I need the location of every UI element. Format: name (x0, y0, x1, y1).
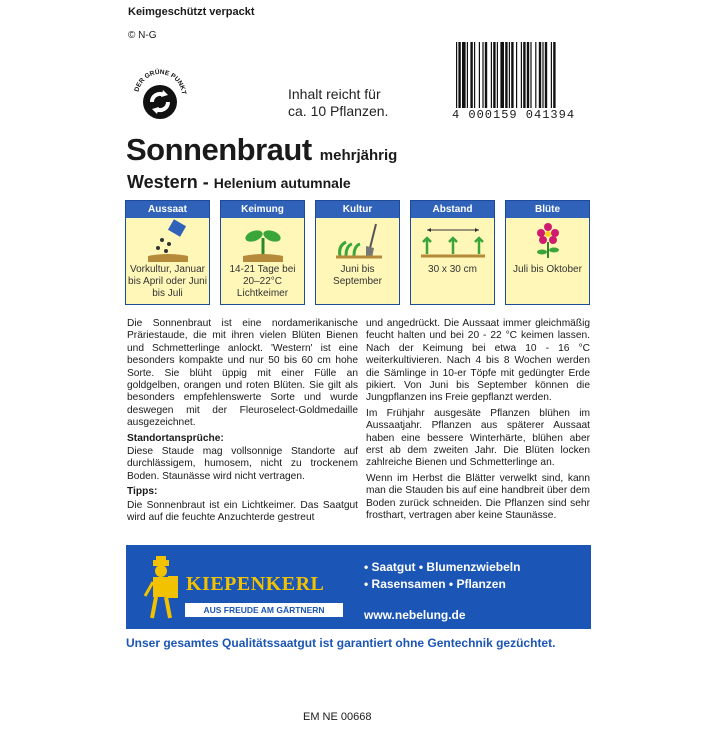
card-title: Kultur (316, 201, 399, 218)
logo-text: DER GRÜNE PUNKT (133, 68, 188, 96)
pruning-text: Wenn im Herbst die Blätter verwelkt sind, kann man die Stauden bis auf eine handbreit über dem Boden zurück schneiden. Die Pflanzen sind sehr frosthart, vertragen aber keine Staunässe. (366, 472, 590, 522)
card-title: Aussaat (126, 201, 209, 218)
card-text: Juli bis Oktober (513, 264, 582, 275)
brand-logo (136, 551, 336, 623)
card-keimung (220, 200, 305, 305)
card-title: Blüte (506, 201, 589, 218)
article-code: EM NE 00668 (303, 711, 372, 723)
product-name: Sonnenbraut (126, 132, 312, 167)
card-text: 14-21 Tage bei 20–22°C Lichtkeimer (229, 264, 296, 299)
sowing-text: und angedrückt. Die Aussaat immer gleichmäßig feucht halten und bei 20 - 22 °C keimen lassen. Nach der Keimung bei etwa 10 - 16 °C weiterkultivieren. Nach 4 bis 8 Wochen werden die Sämlinge in 10-er Töpfe mit gedüngter Erde pikiert. Von Juni bis September können die Jungpflanzen ins Freie gepflanzt werden. (366, 318, 590, 404)
standort-heading: Standortansprüche: (127, 432, 224, 444)
gruener-punkt-icon (128, 62, 192, 126)
product-range (364, 559, 520, 593)
spade-plants-icon (316, 218, 401, 262)
standort-text: Diese Staude mag vollsonnige Standorte auf durchlässigem, humosem, nicht zu trockenem Boden. Staunässe wird nicht vertragen. (127, 446, 358, 482)
brand-banner (126, 545, 591, 629)
seedling-icon (221, 218, 306, 262)
intro-text: Die Sonnenbraut ist eine nordamerikanische Präriestaude, die mit ihren vielen Blüten Bienen und Schmetterlinge anlockt. 'Western' ist eine besonders kompakte und nur 50 bis 60 cm hohe Sorte. Sie blüht üppig mit einer Fülle an goldgelben, orangen und roten Blüten. Sie gilt als besonders empfehlenswerte Sorte und wurde deswegen mit der Fleuroselect-Goldmedaille ausgezeichnet. (127, 318, 358, 429)
card-title: Keimung (221, 201, 304, 218)
packaging-note: Keimgeschützt verpackt (128, 6, 255, 18)
gmo-free-notice: Unser gesamtes Qualitätssaatgut ist garantiert ohne Gentechnik gezüchtet. (126, 636, 556, 650)
card-text: Vorkultur, Januar bis April oder Juni bis Juli (128, 264, 207, 299)
product-variety (127, 172, 351, 193)
product-range-line2: • Rasensamen • Pflanzen (364, 577, 506, 591)
tipps-text: Die Sonnenbraut ist ein Lichtkeimer. Das Saatgut wird auf die feuchte Anzuchterde gestreut (127, 499, 358, 524)
brand-slogan: AUS FREUDE AM GÄRTNERN (185, 603, 343, 617)
growing-info-cards (125, 200, 590, 305)
card-abstand (410, 200, 495, 305)
flowering-text: Im Frühjahr ausgesäte Pflanzen blühen im Aussaatjahr. Pflanzen aus späterer Aussaat haben eine bessere Winterhärte, blühen aber erst ab dem zweiten Jahr. Die Blüten locken zahlreiche Bienen und Schmetterlinge an. (366, 407, 590, 469)
content-info-line2: ca. 10 Pflanzen. (288, 103, 389, 119)
card-bluete (505, 200, 590, 305)
tipps-heading: Tipps: (127, 486, 158, 498)
description-left (127, 318, 358, 528)
copyright: © N-G (128, 30, 157, 41)
card-title: Abstand (411, 201, 494, 218)
latin-name: Helenium autumnale (213, 175, 351, 191)
product-title (126, 132, 397, 168)
card-kultur (315, 200, 400, 305)
product-range-line1: • Saatgut • Blumenzwiebeln (364, 560, 521, 574)
content-info-line1: Inhalt reicht für (288, 86, 381, 102)
card-text: 30 x 30 cm (428, 264, 477, 275)
content-info (288, 86, 388, 120)
gardener-mascot-icon (142, 556, 182, 620)
description-right (366, 318, 590, 526)
card-text: Juni bis September (333, 264, 382, 287)
spacing-icon (411, 218, 496, 262)
product-type: mehrjährig (319, 147, 398, 164)
flower-icon (506, 218, 591, 262)
seed-packet-icon (126, 218, 211, 262)
card-aussaat (125, 200, 210, 305)
brand-name: KIEPENKERL (186, 573, 325, 595)
barcode-number: 4 000159 041394 (452, 108, 600, 122)
website-link[interactable]: www.nebelung.de (364, 608, 466, 622)
variety-name: Western - (127, 172, 209, 192)
